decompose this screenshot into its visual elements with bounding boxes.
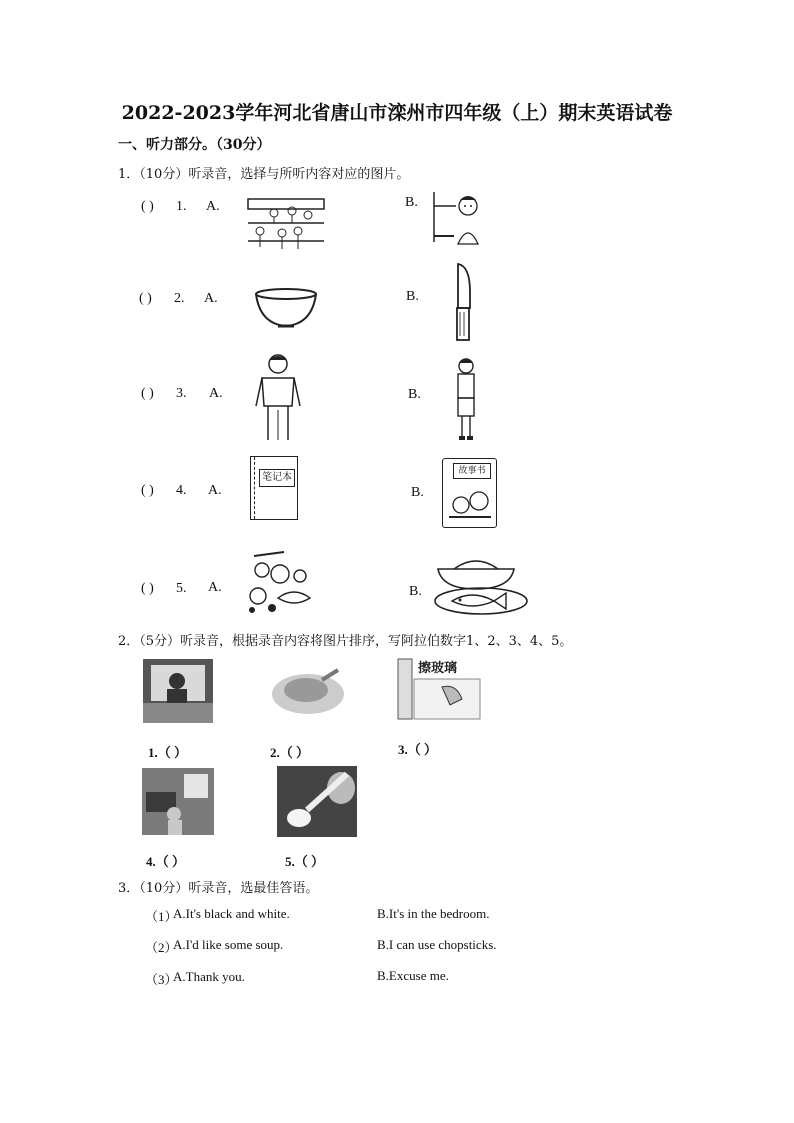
q2-item-2[interactable]: 2.（ ） [270, 745, 310, 760]
q1-row5-bracket[interactable]: ( ) [141, 581, 154, 596]
q1-row2-option-a[interactable]: A. [204, 291, 218, 306]
question-1-prompt: 1．（10分）听录音，选择与所听内容对应的图片。 [118, 167, 410, 182]
q1-row4-option-b[interactable]: B. [411, 485, 424, 500]
q1-row3-option-b[interactable]: B. [408, 387, 421, 402]
q2-item-5[interactable]: 5.（ ） [285, 854, 325, 869]
q2-item-3[interactable]: 3.（ ） [398, 742, 438, 757]
q1-row3-option-a[interactable]: A. [209, 386, 223, 401]
window-label: 擦玻璃 [418, 661, 458, 676]
q1-row5-option-b[interactable]: B. [409, 584, 422, 599]
photo-kitchen [142, 768, 214, 835]
classroom-scene-picture [246, 193, 326, 255]
q3-item2-option-b[interactable]: B.I can use chopsticks. [377, 937, 497, 952]
page-title: 2022-2023学年河北省唐山市滦州市四年级（上）期末英语试卷 [121, 102, 673, 124]
storybook-label: 故事书 [453, 463, 491, 479]
cleaning-window-picture [396, 657, 486, 721]
q3-item2-number: （2） [145, 940, 178, 955]
q1-row1-option-b[interactable]: B. [405, 195, 418, 210]
q1-row1-bracket[interactable]: ( ) [141, 199, 154, 214]
q1-row2-bracket[interactable]: ( ) [139, 291, 152, 306]
bowl-picture [254, 288, 318, 330]
girl-at-window-picture [432, 190, 486, 246]
q3-item1-option-a[interactable]: A.It's black and white. [173, 906, 290, 921]
q1-row2-number: 2. [174, 291, 185, 306]
q3-item3-number: （3） [145, 972, 178, 987]
q3-item1-number: （1） [145, 909, 178, 924]
q3-item3-option-b[interactable]: B.Excuse me. [377, 968, 449, 983]
q1-row3-number: 3. [176, 386, 187, 401]
q1-row5-number: 5. [176, 581, 187, 596]
section-heading-listening: 一、听力部分。（30分） [118, 137, 271, 153]
q3-item2-option-a[interactable]: A.I'd like some soup. [173, 937, 284, 952]
q1-row4-option-a[interactable]: A. [208, 483, 222, 498]
vegetables-picture [244, 550, 316, 616]
man-picture [252, 352, 304, 442]
notebook-label: 笔记本 [259, 469, 295, 487]
boy-picture [452, 356, 480, 442]
q1-row2-option-b[interactable]: B. [406, 289, 419, 304]
q3-item1-option-b[interactable]: B.It's in the bedroom. [377, 906, 490, 921]
question-2-prompt: 2．（5分）听录音，根据录音内容将图片排序，写阿拉伯数字1、2、3、4、5。 [118, 634, 573, 649]
q1-row4-number: 4. [176, 483, 187, 498]
q2-item-1[interactable]: 1.（ ） [148, 745, 188, 760]
roast-chicken-picture [266, 662, 348, 720]
photo-driving-car [143, 659, 213, 723]
q3-item3-option-a[interactable]: A.Thank you. [173, 969, 245, 984]
knife-picture [452, 262, 474, 342]
rice-and-fish-picture [432, 555, 530, 617]
notebook-picture [250, 456, 298, 520]
q1-row5-option-a[interactable]: A. [208, 580, 222, 595]
storybook-picture [442, 458, 497, 528]
question-3-prompt: 3．（10分）听录音，选最佳答语。 [118, 881, 319, 896]
q1-row3-bracket[interactable]: ( ) [141, 386, 154, 401]
q1-row1-option-a[interactable]: A. [206, 199, 220, 214]
photo-spoon [277, 766, 357, 837]
q2-item-4[interactable]: 4.（ ） [146, 854, 186, 869]
q1-row1-number: 1. [176, 199, 187, 214]
q1-row4-bracket[interactable]: ( ) [141, 483, 154, 498]
